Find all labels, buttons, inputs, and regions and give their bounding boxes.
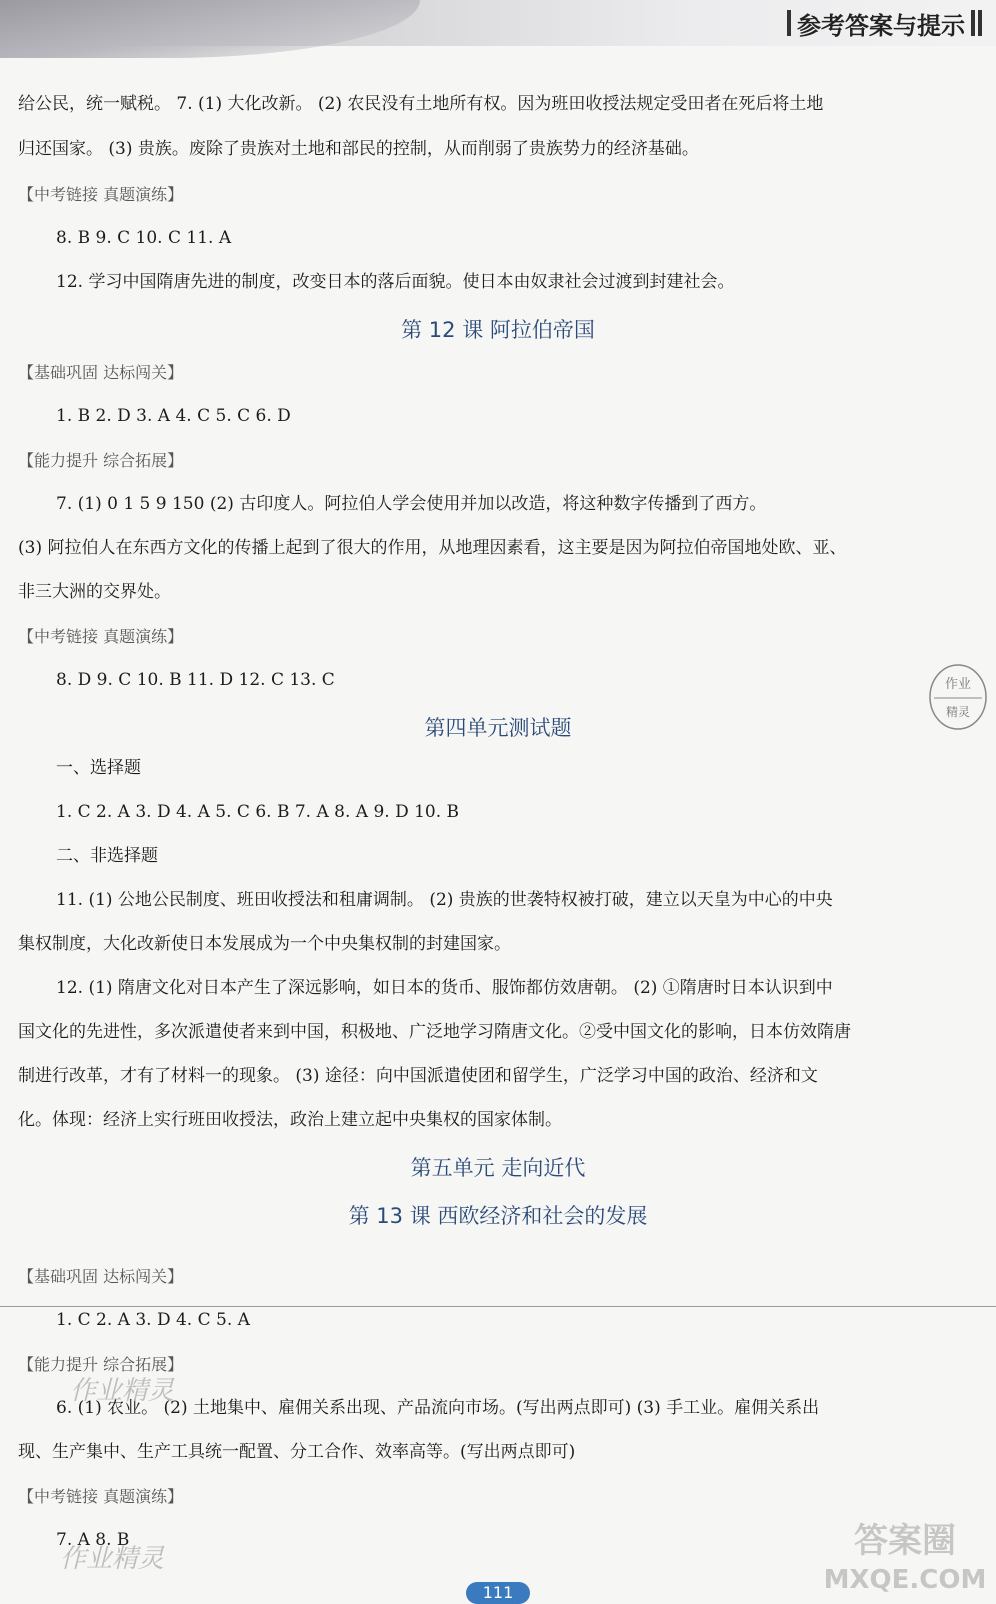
text-line: 11. (1) 公地公民制度、班田收授法和租庸调制。 (2) 贵族的世袭特权被打破，建立以天皇为中心的中央 <box>56 890 833 910</box>
text-line: 非三大洲的交界处。 <box>18 582 171 602</box>
section-label: 【基础巩固 达标闯关】 <box>18 1267 184 1286</box>
stamp-logo <box>928 662 988 732</box>
text-line: 现、生产集中、生产工具统一配置、分工合作、效率高等。(写出两点即可) <box>18 1442 576 1462</box>
section-label: 【中考链接 真题演练】 <box>18 627 184 646</box>
text-line: 1. C 2. A 3. D 4. C 5. A <box>56 1310 250 1330</box>
section-label: 【中考链接 真题演练】 <box>18 1487 184 1506</box>
text-line: 8. B 9. C 10. C 11. A <box>56 228 232 248</box>
text-line: 1. B 2. D 3. A 4. C 5. C 6. D <box>56 406 291 426</box>
text-line: 一、选择题 <box>56 758 141 778</box>
text-line: 二、非选择题 <box>56 846 158 866</box>
text-line: 给公民，统一赋税。 7. (1) 大化改新。 (2) 农民没有土地所有权。因为班田收授法规定受田者在死后将土地 <box>18 94 824 114</box>
text-line: 7. (1) 0 1 5 9 150 (2) 古印度人。阿拉伯人学会使用并加以改造，将这种数字传播到了西方。 <box>56 494 767 514</box>
page-number: 111 <box>466 1582 530 1604</box>
watermark-text: 作业精灵 <box>60 1544 165 1574</box>
text-line: (3) 阿拉伯人在东西方文化的传播上起到了很大的作用，从地理因素看，这主要是因为阿拉伯帝国地处欧、亚、 <box>18 538 847 558</box>
section-label: 【基础巩固 达标闯关】 <box>18 363 184 382</box>
text-line: 1. C 2. A 3. D 4. A 5. C 6. B 7. A 8. A 9. D 10. B <box>56 802 460 822</box>
section-label: 【能力提升 综合拓展】 <box>18 1355 184 1374</box>
text-line: 化。体现：经济上实行班田收授法，政治上建立起中央集权的国家体制。 <box>18 1110 562 1130</box>
text-line: 6. (1) 农业。 (2) 土地集中、雇佣关系出现、产品流向市场。(写出两点即可) (3) 手工业。雇佣关系出 <box>56 1398 820 1418</box>
watermark-text: 作业精灵 <box>70 1376 175 1406</box>
lesson-title: 第 12 课 阿拉伯帝国 <box>401 318 595 342</box>
header-bars-left <box>787 10 791 36</box>
stamp-text-top: 作业 <box>944 677 972 692</box>
text-line: 集权制度，大化改新使日本发展成为一个中央集权制的封建国家。 <box>18 934 511 954</box>
text-line: 12. (1) 隋唐文化对日本产生了深远影响，如日本的货币、服饰都仿效唐朝。 (2) ①隋唐时日本认识到中 <box>56 978 833 998</box>
text-line: 8. D 9. C 10. B 11. D 12. C 13. C <box>56 670 335 690</box>
header-label <box>787 6 982 40</box>
header-bars-right <box>971 10 982 36</box>
page-divider <box>0 1306 996 1307</box>
text-line: 制进行改革，才有了材料一的现象。 (3) 途径：向中国派遣使团和留学生，广泛学习中国的政治、经济和文 <box>18 1066 818 1086</box>
header-title: 参考答案与提示 <box>797 11 965 40</box>
text-line: 归还国家。 (3) 贵族。废除了贵族对土地和部民的控制，从而削弱了贵族势力的经济基础。 <box>18 139 699 159</box>
text-line: 12. 学习中国隋唐先进的制度，改变日本的落后面貌。使日本由奴隶社会过渡到封建社会。 <box>56 272 735 292</box>
lesson-title: 第 13 课 西欧经济和社会的发展 <box>348 1204 648 1228</box>
watermark-logo <box>820 1512 990 1596</box>
unit-test-title: 第四单元测试题 <box>424 716 572 740</box>
text-line: 国文化的先进性，多次派遣使者来到中国，积极地、广泛地学习隋唐文化。②受中国文化的影响，日本仿效隋唐 <box>18 1022 851 1042</box>
watermark-site-text: MXQE.COM <box>823 1565 987 1595</box>
section-label: 【能力提升 综合拓展】 <box>18 451 184 470</box>
text-line: 7. A 8. B <box>56 1530 130 1550</box>
watermark-logo-text: 答案圈 <box>854 1521 956 1561</box>
section-label: 【中考链接 真题演练】 <box>18 185 184 204</box>
header-decoration <box>0 0 420 58</box>
unit-title: 第五单元 走向近代 <box>410 1156 586 1180</box>
stamp-text-bottom: 精灵 <box>945 705 971 719</box>
